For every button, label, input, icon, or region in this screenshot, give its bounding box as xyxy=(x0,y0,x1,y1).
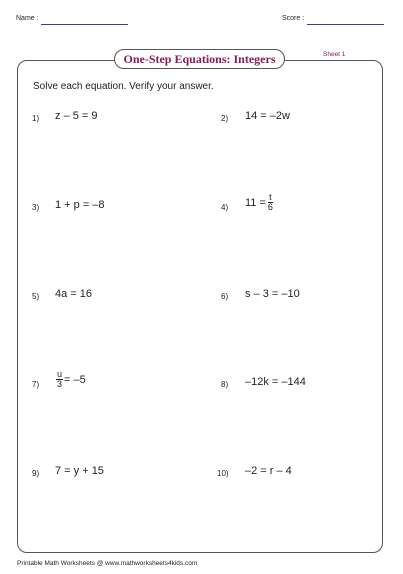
fraction-denominator: 3 xyxy=(57,379,63,389)
score-field[interactable] xyxy=(307,24,384,25)
footer: Printable Math Worksheets @ www.mathworksheets4kids.com xyxy=(17,560,198,567)
fraction-numerator: t xyxy=(269,192,272,202)
equation: –12k = –144 xyxy=(245,376,306,388)
equation: 7 = y + 15 xyxy=(55,465,104,477)
instructions: Solve each equation. Verify your answer. xyxy=(33,81,214,92)
problem-number: 1) xyxy=(32,114,40,123)
equation: z – 5 = 9 xyxy=(55,110,98,122)
fraction xyxy=(56,370,63,389)
equation: s – 3 = –10 xyxy=(245,288,300,300)
name-field[interactable] xyxy=(41,24,128,25)
equation xyxy=(245,193,275,212)
fraction-denominator: 6 xyxy=(267,202,273,212)
fraction-numerator: u xyxy=(57,369,63,379)
problem-number: 7) xyxy=(32,380,40,389)
equation-rhs: = –5 xyxy=(64,373,86,386)
equation: 14 = –2w xyxy=(245,110,290,122)
problem-number: 8) xyxy=(221,380,229,389)
equation: 4a = 16 xyxy=(55,288,93,300)
problem-number: 4) xyxy=(221,203,229,212)
problem-number: 2) xyxy=(221,114,229,123)
fraction xyxy=(267,193,274,212)
score-label: Score : xyxy=(282,15,305,22)
worksheet-frame xyxy=(17,60,383,553)
problem-number: 3) xyxy=(32,203,40,212)
problem-number: 6) xyxy=(221,292,229,301)
name-label: Name : xyxy=(16,15,39,22)
problem-number: 9) xyxy=(32,469,40,478)
sheet-label: Sheet 1 xyxy=(323,51,346,58)
worksheet-title: One-Step Equations: Integers xyxy=(114,49,285,69)
problem-number: 5) xyxy=(32,292,40,301)
equation: 1 + p = –8 xyxy=(55,199,105,211)
problem-number: 10) xyxy=(217,469,229,478)
equation: –2 = r – 4 xyxy=(245,465,292,477)
equation xyxy=(55,370,86,389)
equation-lhs: 11 = xyxy=(245,196,266,209)
